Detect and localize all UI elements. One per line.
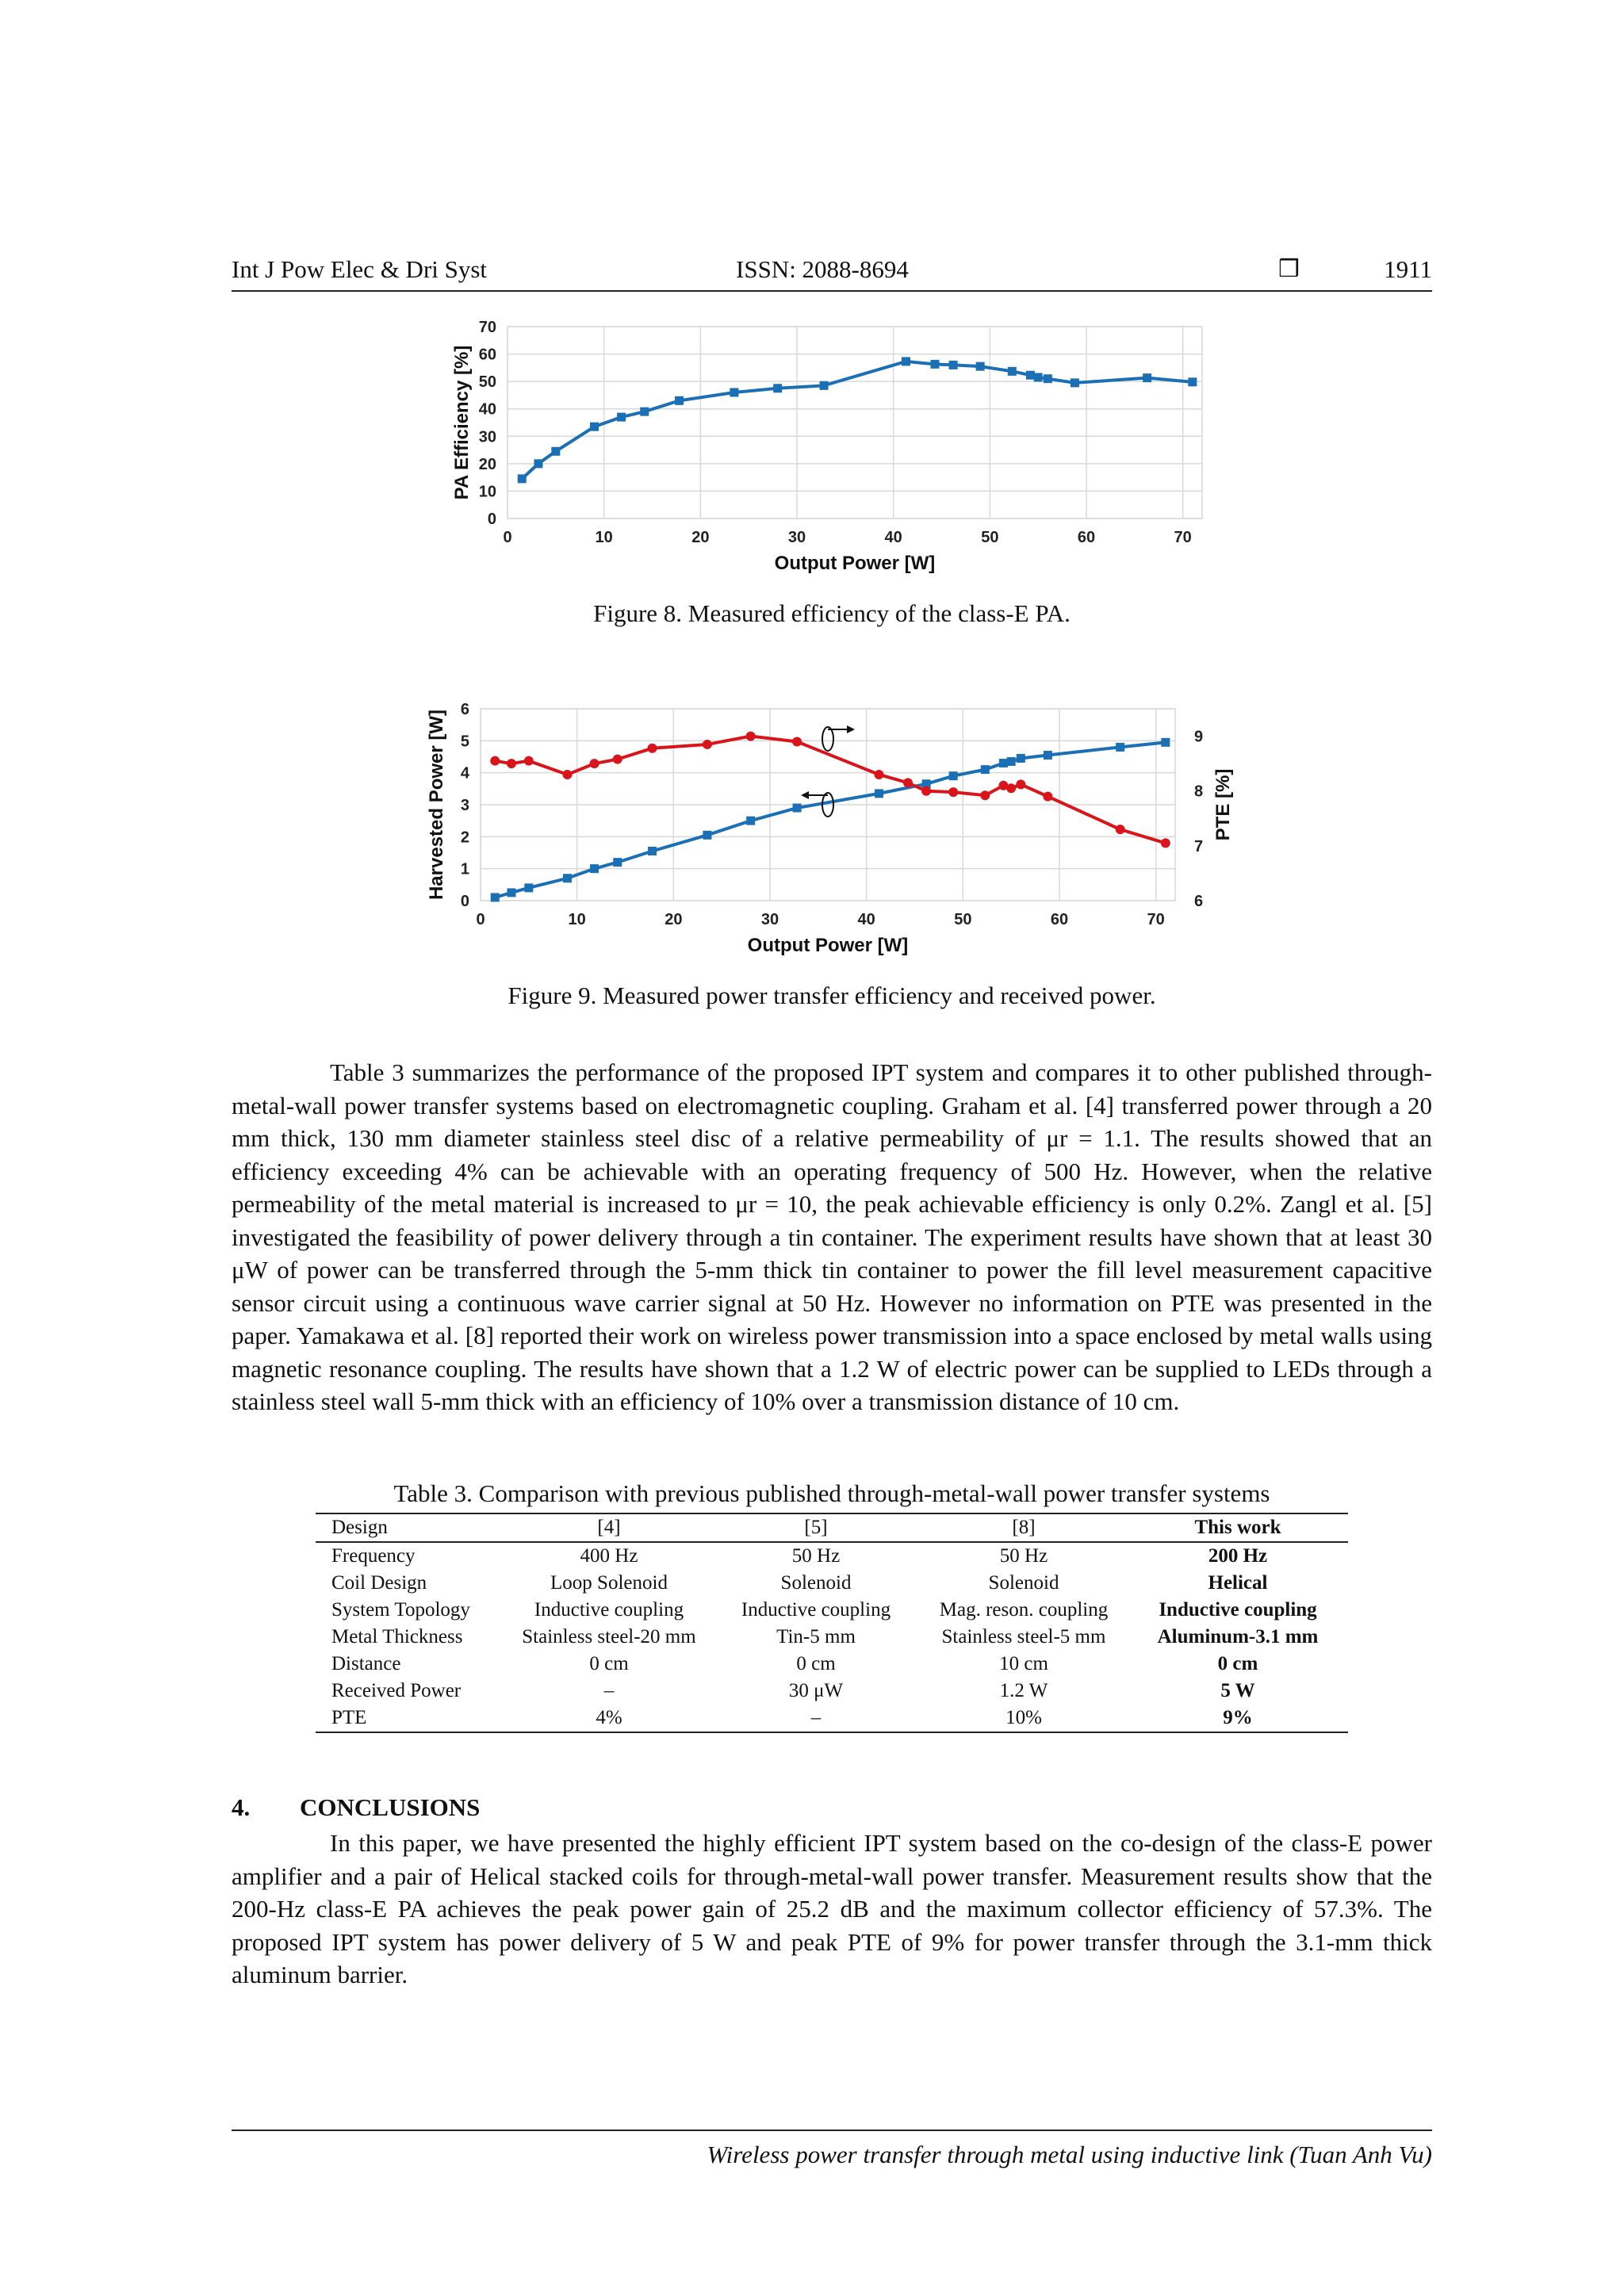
table-row — [316, 1678, 1348, 1705]
table-cell: Aluminum-3.1 mm — [1157, 1626, 1319, 1647]
y-tick-label: 10 — [478, 483, 496, 501]
data-point — [773, 384, 782, 392]
data-point — [903, 778, 913, 787]
data-point — [949, 771, 958, 780]
y2-tick-label: 8 — [1194, 783, 1204, 801]
y-tick-label: 3 — [460, 797, 469, 814]
y-tick-label: 40 — [478, 400, 496, 419]
y2-axis-title: PTE [%] — [1212, 768, 1234, 841]
x-tick-label: 0 — [476, 911, 485, 928]
data-point — [1143, 373, 1151, 382]
data-point — [999, 759, 1008, 767]
x-tick-label: 10 — [568, 911, 586, 928]
data-point — [746, 732, 756, 741]
section-title: CONCLUSIONS — [300, 1793, 481, 1821]
y-axis-title: Harvested Power [W] — [426, 709, 447, 901]
axis-indicator-ellipse — [822, 727, 833, 751]
data-point — [613, 858, 622, 867]
table-cell: Inductive coupling — [741, 1599, 891, 1621]
data-point — [730, 388, 738, 396]
table-header-cell: This work — [1128, 1513, 1348, 1542]
table-cell: PTE — [331, 1707, 367, 1728]
x-tick-label: 60 — [1077, 529, 1096, 546]
table-cell: Metal Thickness — [331, 1626, 463, 1647]
data-point — [590, 759, 599, 768]
table-row — [316, 1624, 1348, 1651]
data-point — [648, 744, 657, 753]
y-tick-label: 5 — [460, 733, 469, 751]
table-cell: 0 cm — [1217, 1653, 1258, 1674]
y-tick-label: 0 — [460, 893, 469, 910]
table-row — [316, 1597, 1348, 1624]
table-cell: Stainless steel-5 mm — [941, 1626, 1106, 1647]
y-tick-label: 6 — [460, 701, 469, 718]
data-point — [1006, 783, 1016, 793]
table-cell: Solenoid — [988, 1572, 1059, 1594]
x-tick-label: 60 — [1050, 911, 1069, 928]
data-point — [490, 756, 500, 766]
table-cell: Inductive coupling — [1159, 1599, 1317, 1621]
data-point — [1034, 373, 1043, 381]
x-tick-label: 10 — [595, 529, 613, 546]
data-point — [902, 357, 910, 365]
table-cell: Distance — [331, 1653, 401, 1674]
table-cell: Solenoid — [780, 1572, 852, 1594]
data-point — [949, 361, 958, 369]
table-cell: System Topology — [331, 1599, 470, 1621]
conclusions-paragraph — [232, 1827, 1432, 1992]
data-point — [1043, 792, 1052, 802]
table-cell: 30 μW — [788, 1680, 844, 1701]
table-header-cell: [8] — [920, 1513, 1128, 1542]
y-tick-label: 0 — [487, 511, 496, 528]
table-cell: Mag. reson. coupling — [939, 1599, 1109, 1621]
data-point — [980, 790, 990, 800]
table-cell: 200 Hz — [1208, 1545, 1268, 1567]
page-footer: Wireless power transfer through metal using inductive link (Tuan Anh Vu) — [707, 2141, 1432, 2168]
table-cell: Tin-5 mm — [776, 1626, 856, 1647]
x-tick-label: 50 — [981, 529, 999, 546]
y2-tick-label: 6 — [1194, 893, 1204, 910]
x-tick-label: 20 — [691, 529, 710, 546]
data-point — [820, 381, 829, 390]
data-point — [792, 737, 802, 746]
figure-8-caption: Figure 8. Measured efficiency of the class-E PA. — [593, 599, 1071, 627]
x-tick-label: 0 — [503, 529, 512, 546]
data-point — [563, 770, 573, 779]
table-header-row — [316, 1513, 1348, 1542]
table-row — [316, 1651, 1348, 1678]
table-cell: 50 Hz — [791, 1545, 841, 1567]
table-cell: 0 cm — [796, 1653, 836, 1674]
data-point — [1116, 743, 1124, 752]
data-point — [948, 787, 958, 797]
figure-9-chart — [420, 691, 1245, 967]
data-point — [551, 447, 560, 456]
conclusions-text: In this paper, we have presented the highly efficient IPT system based on the co-design of the class-E power amplifier and a pair of Helical stacked coils for through-metal-wall power transfer. Measurement results show that the 200-Hz class-E PA achieves the peak power gain of 25.2 dB and the maximum collector efficiency of 57.3%. The proposed IPT system has power delivery of 5 W and peak PTE of 9% for power transfer through the 3.1-mm thick aluminum barrier. — [232, 1829, 1432, 1988]
table-cell: Frequency — [331, 1545, 416, 1567]
body-paragraph — [232, 1056, 1432, 1418]
table-cell: 9% — [1223, 1707, 1253, 1728]
data-point — [1161, 738, 1170, 747]
data-point — [1161, 838, 1170, 848]
body-paragraph-text: Table 3 summarizes the performance of the proposed IPT system and compares it to other published through-metal-wall power transfer systems based on electromagnetic coupling. Graham et al. [4] transferred power through a 20 mm thick, 130 mm diameter stainless steel disc of a relative permeability of μr = 1.1. The results showed that an efficiency exceeding 4% can be achievable with an operating frequency of 500 Hz. However, when the relative permeability of the metal material is increased to μr = 10, the peak achievable efficiency is only 0.2%. Zangl et al. [5] investigated the feasibility of power delivery through a tin container. The experiment results have shown that at least 30 μW of power can be transferred through the 5-mm thick tin container to power the fill level measurement capacitive sensor circuit using a continuous wave carrier signal at 50 Hz. However no information on PTE was presented in the paper. Yamakawa et al. [8] reported their work on wireless power transmission into a space enclosed by metal walls using magnetic resonance coupling. The results have shown that a 1.2 W of electric power can be supplied to LEDs through a stainless steel wall 5-mm thick with an efficiency of 10% over a transmission distance of 10 cm. — [232, 1058, 1432, 1415]
x-tick-label: 70 — [1174, 529, 1192, 546]
data-point — [1188, 377, 1197, 386]
journal-name: Int J Pow Elec & Dri Syst — [232, 255, 488, 283]
data-point — [1016, 779, 1025, 789]
figure-9-caption: Figure 9. Measured power transfer efficiency and received power. — [508, 982, 1156, 1009]
figure-8-chart — [435, 311, 1228, 587]
y-tick-label: 4 — [460, 764, 469, 783]
data-point — [507, 759, 516, 768]
table-cell: Received Power — [331, 1680, 462, 1701]
data-point — [491, 893, 500, 901]
table-cell: Inductive coupling — [534, 1599, 684, 1621]
comparison-table — [316, 1513, 1348, 1733]
data-point — [1071, 378, 1079, 387]
data-point — [874, 770, 883, 779]
data-point — [590, 864, 599, 873]
table-3-caption: Table 3. Comparison with previous published through-metal-wall power transfer systems — [393, 1479, 1270, 1507]
data-point — [793, 804, 802, 813]
data-point — [875, 789, 883, 798]
table-cell: Helical — [1208, 1572, 1268, 1594]
data-point — [976, 362, 985, 371]
y-tick-label: 1 — [460, 860, 469, 878]
right-arrow-head — [847, 725, 855, 733]
plot-area-border — [508, 327, 1202, 519]
data-point — [648, 847, 657, 855]
y2-tick-label: 7 — [1194, 837, 1204, 855]
data-point — [1026, 371, 1035, 380]
table-cell: Coil Design — [331, 1572, 427, 1594]
data-point — [675, 396, 684, 405]
data-point — [1116, 825, 1125, 834]
left-arrow-head — [801, 791, 809, 799]
table-cell: 50 Hz — [999, 1545, 1048, 1567]
data-point — [613, 755, 622, 764]
x-tick-label: 50 — [954, 911, 972, 928]
x-tick-label: 40 — [884, 529, 902, 546]
box-icon: ❒ — [1278, 255, 1300, 283]
y-tick-label: 30 — [478, 428, 496, 446]
x-tick-label: 30 — [787, 529, 806, 546]
data-point — [563, 874, 572, 882]
y-tick-label: 70 — [478, 319, 496, 336]
y2-tick-label: 9 — [1194, 728, 1204, 746]
data-point — [534, 459, 542, 468]
y-tick-label: 60 — [478, 346, 496, 364]
table-cell: 400 Hz — [580, 1545, 638, 1567]
data-point — [703, 740, 712, 749]
table-header-cell: Design — [316, 1513, 506, 1542]
table-cell: Loop Solenoid — [550, 1572, 668, 1594]
data-point — [507, 888, 515, 897]
table-cell: 10% — [1005, 1707, 1042, 1728]
data-point — [617, 413, 626, 422]
data-point — [1017, 754, 1025, 763]
footer-rule — [232, 2130, 1432, 2131]
section-heading — [232, 1793, 480, 1822]
table-row — [316, 1570, 1348, 1597]
y-tick-label: 50 — [478, 373, 496, 392]
table-cell: Stainless steel-20 mm — [522, 1626, 696, 1647]
x-axis-title: Output Power [W] — [774, 553, 936, 574]
x-tick-label: 70 — [1147, 911, 1165, 928]
table-cell: 10 cm — [999, 1653, 1048, 1674]
table-cell: 4% — [596, 1707, 622, 1728]
table-header-cell: [5] — [712, 1513, 920, 1542]
data-point — [746, 817, 755, 825]
table-cell: 5 W — [1220, 1680, 1255, 1701]
table-cell: 0 cm — [589, 1653, 629, 1674]
table-row — [316, 1542, 1348, 1570]
issn: ISSN: 2088-8694 — [736, 255, 909, 283]
data-point — [1044, 751, 1052, 760]
data-point — [1007, 757, 1016, 766]
x-tick-label: 20 — [665, 911, 683, 928]
table-row — [316, 1705, 1348, 1732]
x-tick-label: 40 — [857, 911, 875, 928]
section-number: 4. — [232, 1793, 251, 1821]
data-point — [590, 423, 599, 431]
x-tick-label: 30 — [760, 911, 779, 928]
y-axis-title: PA Efficiency [%] — [451, 345, 473, 500]
data-point — [524, 756, 534, 766]
data-point — [981, 765, 990, 774]
data-point — [640, 408, 649, 416]
table-cell: 1.2 W — [999, 1680, 1048, 1701]
y-tick-label: 20 — [478, 455, 496, 473]
table-cell: – — [603, 1680, 615, 1701]
page-number: 1911 — [1384, 255, 1432, 283]
data-point — [518, 474, 527, 483]
data-point — [921, 786, 931, 796]
page-header — [232, 252, 1432, 292]
data-point — [524, 883, 533, 892]
data-point — [1044, 374, 1052, 383]
x-axis-title: Output Power [W] — [747, 935, 909, 956]
data-point — [703, 831, 711, 840]
y-tick-label: 2 — [460, 828, 469, 847]
table-cell: – — [810, 1707, 822, 1728]
table-header-cell: [4] — [506, 1513, 712, 1542]
data-point — [1008, 367, 1017, 376]
data-point — [930, 360, 939, 369]
